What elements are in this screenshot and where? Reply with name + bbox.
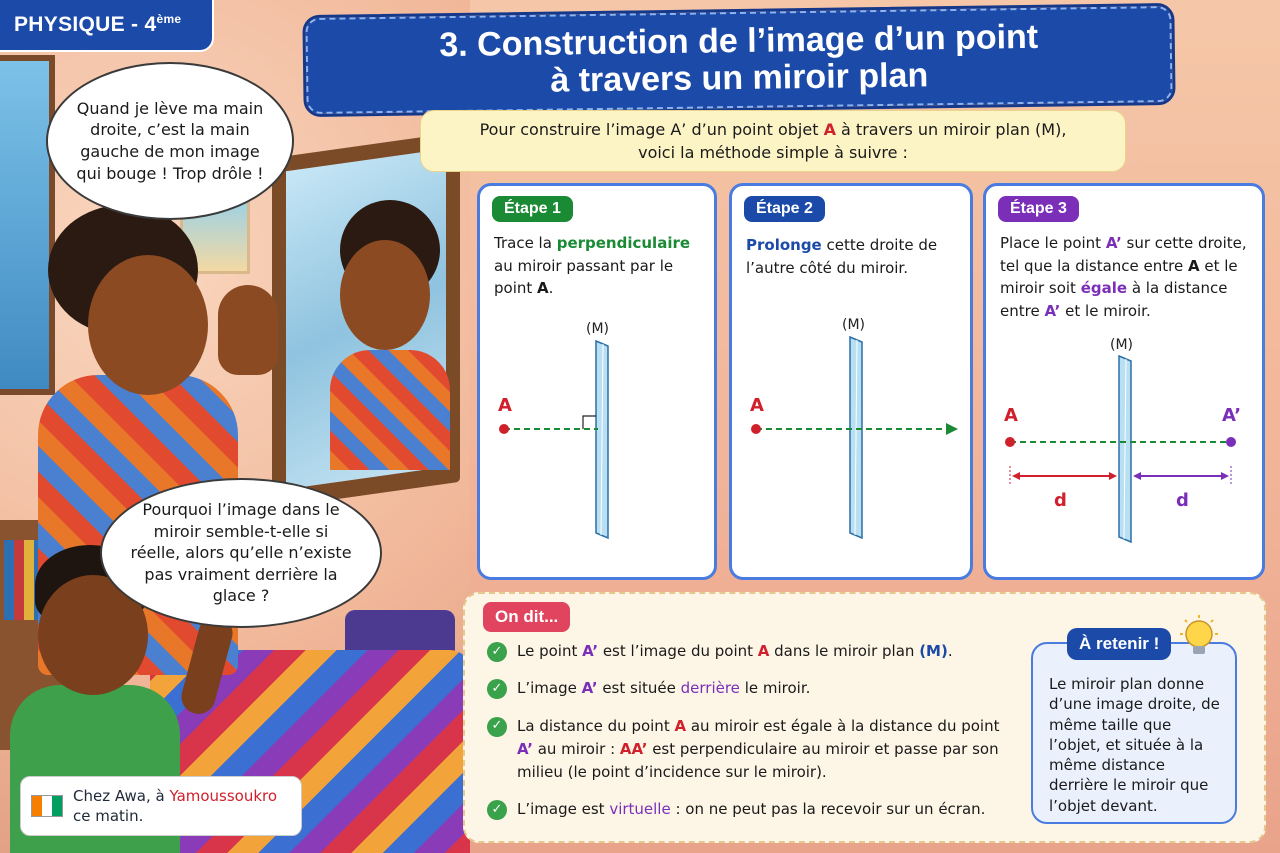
point-a — [1005, 437, 1015, 447]
girl-reflection — [300, 200, 440, 460]
point-a-label: A — [498, 395, 512, 416]
step-1-card — [477, 183, 717, 580]
boy-speech-text: Pourquoi l’image dans le miroir semble-t-elle si réelle, alors qu’elle n’existe pas vraiment derrière la glace ? — [130, 500, 352, 606]
list-item — [487, 798, 1007, 821]
title-line-1: 3. Construction de l’image d’un point — [439, 17, 1039, 64]
intro-box — [420, 110, 1126, 172]
caption-pre: Chez Awa, à — [73, 786, 170, 805]
s3-post: et le miroir. — [1060, 301, 1151, 320]
step-2-diagram — [732, 186, 970, 577]
s1-mid: au miroir passant par le point — [494, 256, 674, 297]
lightbulb-icon — [1177, 614, 1221, 664]
point-a-prime — [1226, 437, 1236, 447]
girl-speech-bubble — [46, 62, 294, 220]
arrow-head-left-a — [1012, 472, 1020, 480]
caption-post: ce matin. — [73, 807, 144, 825]
list-item — [487, 677, 1007, 700]
item-text: L’image A’ est située derrière le miroir. — [517, 679, 811, 698]
s1-key: perpendiculaire — [556, 234, 691, 252]
s1-post: . — [548, 279, 554, 297]
arrow-head-left-b — [1109, 472, 1117, 480]
s3-mid1: sur cette droite, tel que la distance entre — [1000, 234, 1247, 275]
subject-label: PHYSIQUE - 4 — [14, 13, 157, 36]
distance-d-left: d — [1054, 490, 1067, 511]
check-icon: ✓ — [487, 679, 507, 699]
a-retenir-text: Le miroir plan donne d’une image droite, de même taille que l’objet, et située à la même distance derrière le miroir que l’objet devant. — [1049, 675, 1220, 815]
mirror-label: (M) — [586, 321, 610, 337]
step-3-tag: Étape 3 — [998, 196, 1079, 222]
point-a — [499, 424, 509, 434]
ivory-coast-flag-icon — [31, 795, 63, 817]
s3-key: égale — [1080, 279, 1128, 297]
intro-line-1 — [480, 118, 1067, 141]
page-title — [305, 6, 1172, 114]
point-a — [751, 424, 761, 434]
check-icon: ✓ — [487, 717, 507, 737]
step-3-card — [983, 183, 1265, 580]
point-a-prime-label: A’ — [1222, 405, 1242, 426]
right-angle-mark — [583, 416, 596, 429]
s3-point2: A — [1187, 256, 1200, 275]
title-line-2: à travers un miroir plan — [550, 56, 929, 100]
intro-point: A — [823, 119, 836, 139]
caption-place: Yamoussoukro — [169, 786, 278, 805]
item-text: La distance du point A au miroir est égale à la distance du point A’ au miroir : AA’ est perpendiculaire au miroir et passe par son milieu (le point d’incidence sur le miroir). — [517, 716, 1000, 781]
girl-speech-text: Quand je lève ma main droite, c’est la main gauche de mon image qui bouge ! Trop drôle ! — [76, 98, 264, 183]
point-a-label: A — [750, 395, 764, 416]
a-retenir-tag: À retenir ! — [1067, 628, 1171, 660]
on-dit-tag: On dit... — [483, 602, 570, 632]
intro-pre: Pour construire l’image A’ d’un point objet — [479, 119, 824, 139]
item-text: L’image est virtuelle : on ne peut pas la recevoir sur un écran. — [517, 800, 986, 819]
list-item — [487, 715, 1007, 785]
s2-key: Prolonge — [746, 236, 822, 254]
arrow-head-right-a — [1133, 472, 1141, 480]
s3-mid3: à la distance entre — [1000, 279, 1228, 320]
step-1-diagram — [480, 186, 714, 577]
point-a-label: A — [1004, 405, 1018, 426]
intro-line-2: voici la méthode simple à suivre : — [638, 143, 908, 162]
s1-point: A — [537, 279, 549, 297]
s3-point1: A’ — [1105, 234, 1122, 252]
intro-post: à travers un miroir plan (M), — [835, 119, 1067, 139]
s3-point3: A’ — [1044, 301, 1061, 320]
step-2-card — [729, 183, 973, 580]
scene-caption — [20, 776, 302, 836]
check-icon: ✓ — [487, 800, 507, 820]
s3-mid2: et le miroir soit — [1000, 256, 1238, 297]
distance-d-right: d — [1176, 490, 1189, 511]
on-dit-list — [487, 640, 1007, 836]
caption-text — [73, 786, 277, 827]
subject-grade-suffix: ème — [156, 12, 182, 26]
mirror-label: (M) — [1110, 337, 1134, 353]
list-item — [487, 640, 1007, 663]
subject-badge — [0, 0, 214, 52]
boy-speech-bubble — [100, 478, 382, 628]
arrow-head — [946, 423, 958, 435]
mirror-label: (M) — [842, 317, 866, 333]
arrow-head-right-b — [1221, 472, 1229, 480]
s3-pre: Place le point — [1000, 234, 1106, 252]
on-dit-panel — [463, 592, 1266, 843]
s2-post: cette droite de l’autre côté du miroir. — [746, 236, 938, 277]
check-icon: ✓ — [487, 642, 507, 662]
a-retenir-box — [1031, 634, 1237, 824]
item-text: Le point A’ est l’image du point A dans le miroir plan (M). — [517, 642, 953, 660]
step-1-tag: Étape 1 — [492, 196, 573, 222]
s1-pre: Trace la — [494, 234, 557, 252]
step-2-tag: Étape 2 — [744, 196, 825, 222]
step-3-diagram — [986, 186, 1262, 577]
